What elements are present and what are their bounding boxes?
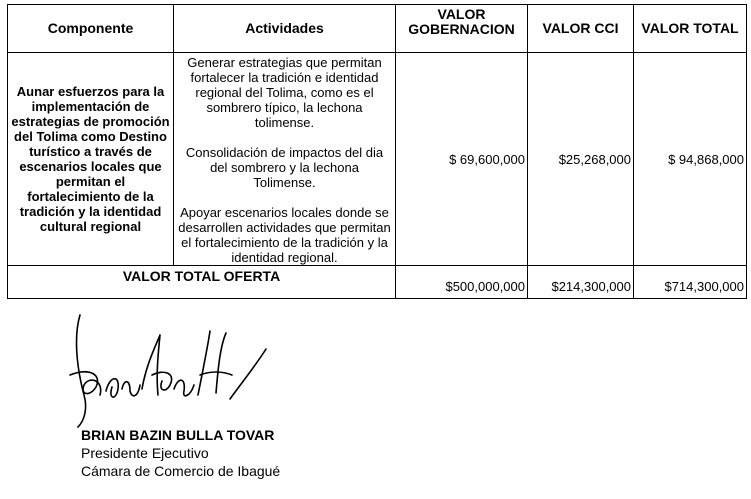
signer-organization: Cámara de Comercio de Ibagué <box>81 463 281 479</box>
budget-table <box>7 4 747 299</box>
header-valor-cci: VALOR CCI <box>528 5 634 53</box>
signer-title: Presidente Ejecutivo <box>81 445 209 461</box>
table-header-row <box>8 5 747 53</box>
header-componente: Componente <box>8 5 174 53</box>
header-actividades: Actividades <box>174 5 396 53</box>
handwritten-signature <box>60 305 280 445</box>
total-row <box>8 266 747 299</box>
actividad-item: Consolidación de impactos del dia del sombrero y la lechona Tolimense. <box>185 145 384 190</box>
signer-block <box>81 426 280 480</box>
valor-gobernacion-cell: $ 69,600,000 <box>396 53 528 266</box>
header-valor-gobernacion: VALOR GOBERNACION <box>396 5 528 53</box>
header-valor-total: VALOR TOTAL <box>634 5 747 53</box>
valor-total-cell: $ 94,868,000 <box>634 53 747 266</box>
total-label: VALOR TOTAL OFERTA <box>8 266 396 299</box>
total-valor-total: $714,300,000 <box>634 266 747 299</box>
total-valor-gobernacion: $500,000,000 <box>396 266 528 299</box>
actividades-cell <box>174 53 396 266</box>
total-valor-cci: $214,300,000 <box>528 266 634 299</box>
valor-cci-cell: $25,268,000 <box>528 53 634 266</box>
table-row <box>8 53 747 266</box>
actividad-item: Apoyar escenarios locales donde se desarrollen actividades que permitan el fortalecimiento de la tradición y la identidad regional. <box>178 205 391 265</box>
componente-cell: Aunar esfuerzos para la implementación de estrategias de promoción del Tolima como Destino turístico a través de escenarios locales que permitan el fortalecimiento de la tradición y la identidad cultural regional <box>8 53 174 266</box>
signer-name: BRIAN BAZIN BULLA TOVAR <box>81 427 275 443</box>
actividad-item: Generar estrategias que permitan fortalecer la tradición e identidad regional del Tolima, como es el sombrero típico, la lechona tolimense. <box>187 55 382 130</box>
